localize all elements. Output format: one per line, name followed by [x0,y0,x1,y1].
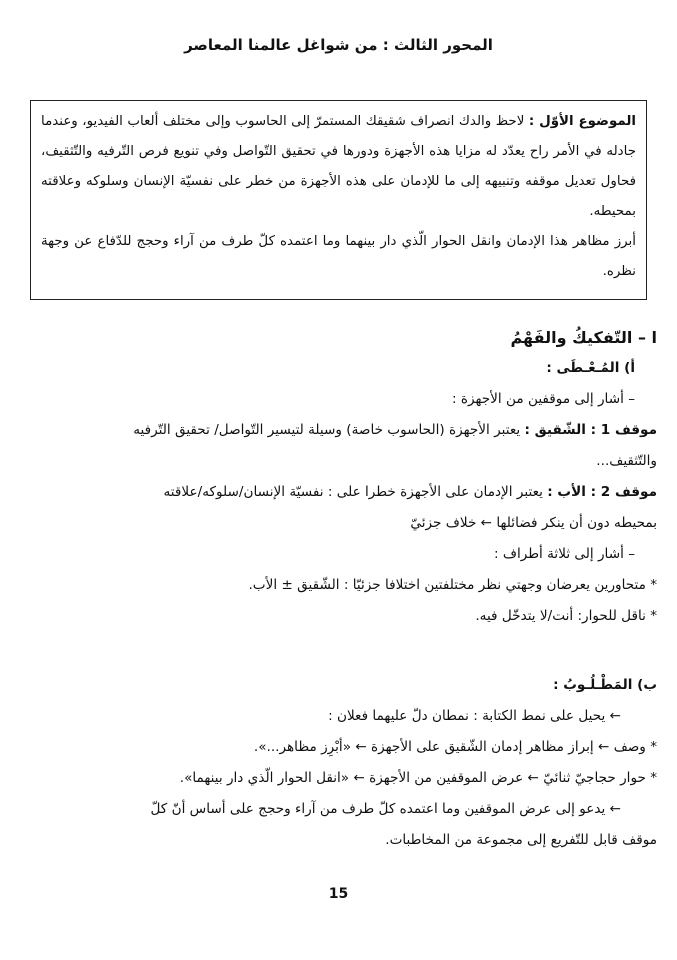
position-2-cont: بمحيطه دون أن ينكر فضائلها ← خلاف جزئيّ [410,515,657,531]
position-1 [20,415,657,446]
position-1-text: يعتبر الأجهزة (الحاسوب خاصة) وسيلة لتيسير التّواصل/ تحقيق التّرفيه [133,422,521,438]
required-section [20,670,657,856]
parties-item-1: * متحاورين يعرضان وجهتي نظر مختلفتين اختلافا جزئيّا : الشّقيق ± الأب. [248,577,657,593]
topic-paragraph [41,107,636,227]
position-2-text: يعتبر الإدمان على الأجهزة خطرا على : نفسيّة الإنسان/سلوكه/علاقته [163,484,543,500]
position-2 [20,477,657,508]
given-heading: أ) المُـعْـطَى : [546,360,635,376]
required-heading: ب) المَطْـلُـوبُ : [553,677,657,693]
required-call: ← يدعو إلى عرض الموقفين وما اعتمده كلّ طرف من آراء وحجج على أساس أنّ كلّ [150,801,621,817]
required-call-cont: موقف قابل للتّفريع إلى مجموعة من المخاطبات. [385,832,657,848]
parties-item-2: * ناقل للحوار: أنت/لا يتدخّل فيه. [475,608,657,624]
required-item-2: * حوار حجاجيّ ثنائيّ ← عرض الموقفين من الأجهزة ← «انقل الحوار الّذي دار بينهما». [179,770,657,786]
parties-intro: – أشار إلى ثلاثة أطراف : [493,546,635,562]
page-number: 15 [328,886,349,902]
topic-label: الموضوع الأوّل : [528,114,636,129]
required-mode: ← يحيل على نمط الكتابة : نمطان دلّ عليهما فعلان : [328,708,621,724]
position-1-cont: والتّثقيف... [596,453,657,469]
position-1-label: موقف 1 : الشّقيق : [524,422,657,438]
topic-text: لاحظ والدك انصراف شقيقك المستمرّ إلى الحاسوب وإلى مختلف ألعاب الفيديو، وعندما جادله في الأمر راح يعدّد له مزايا هذه الأجهزة ودورها في تحقيق التّواصل وفي تنويع فرص التّرفيه والتّثقيف، فحاول تعديل موقفه وتنبيهه إلى ما للإدمان على هذه الأجهزة من خطر على نفسيّة الإنسان وسلوكه وعلاقته بمحيطه. [41,114,636,219]
analysis-heading: ا – التّفكيكُ والفَهْمُ [510,328,657,347]
topic-task: أبرز مظاهر هذا الإدمان وانقل الحوار الّذي دار بينهما وما اعتمده كلّ طرف من آراء وحجج للدّفاع عن وجهة نظره. [41,234,636,279]
given-intro: – أشار إلى موقفين من الأجهزة : [451,391,635,407]
topic-box [30,100,647,300]
analysis-section [20,322,657,632]
required-item-1: * وصف ← إبراز مظاهر إدمان الشّقيق على الأجهزة ← «أبْرِز مظاهر...». [253,739,657,755]
page-title: المحور الثالث : من شواغل عالمنا المعاصر [184,36,493,54]
position-2-label: موقف 2 : الأب : [547,484,657,500]
